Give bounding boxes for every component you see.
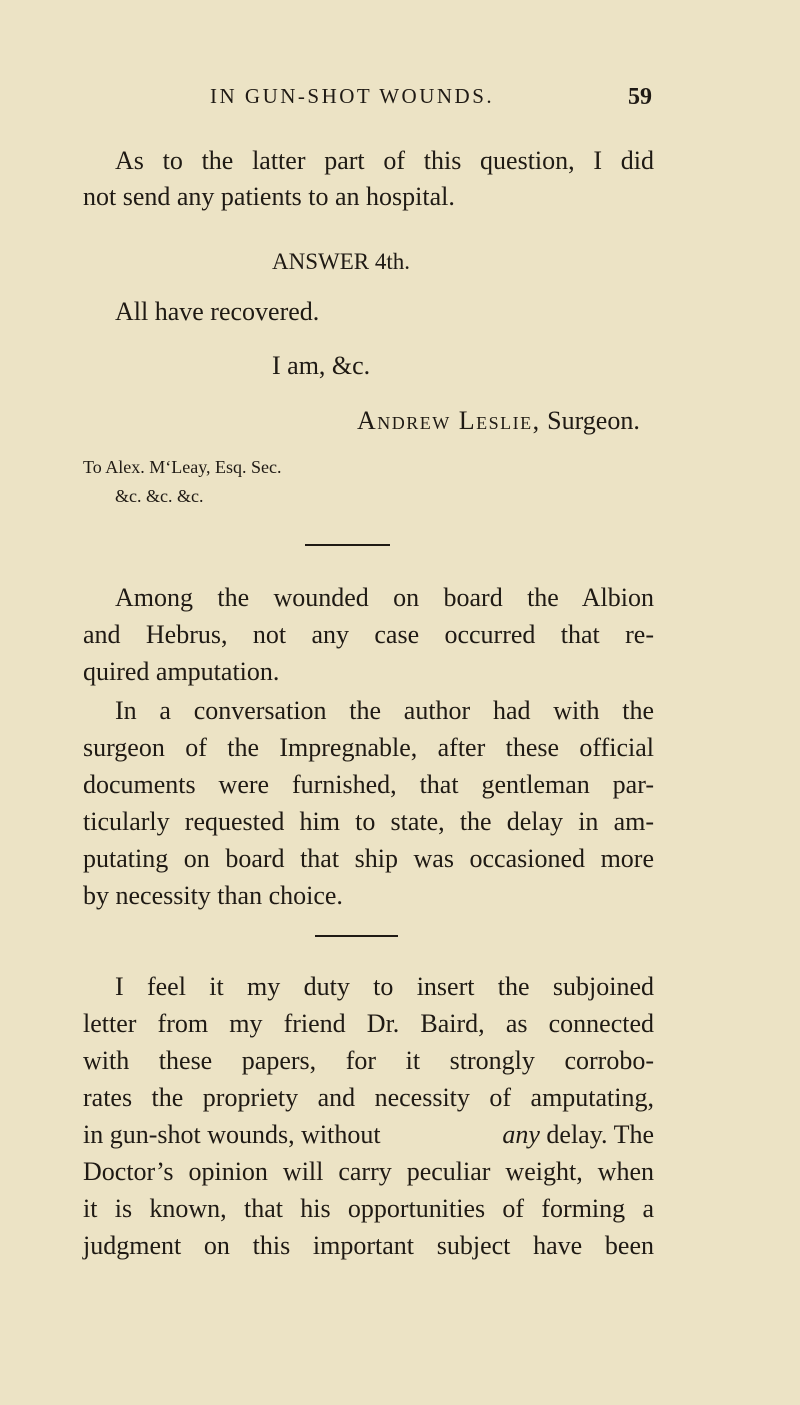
section-rule: [315, 935, 398, 937]
text-line: As to the latter part of this question, I did: [115, 146, 654, 175]
signature-name: Andrew Leslie,: [357, 406, 541, 435]
section-rule: [305, 544, 390, 546]
text-line: All have recovered.: [115, 297, 320, 326]
text-line: documents were furnished, that gentleman par-: [83, 770, 654, 799]
text-line: judgment on this important subject have been: [83, 1231, 654, 1260]
text-line: it is known, that his opportunities of forming a: [83, 1194, 654, 1223]
text-line: putating on board that ship was occasioned more: [83, 844, 654, 873]
emphasis-word: any: [502, 1120, 540, 1149]
running-head: [0, 84, 800, 114]
running-head-title: IN GUN-SHOT WOUNDS.: [210, 84, 495, 108]
text-line: ticularly requested him to state, the delay in am-: [83, 807, 654, 836]
text-line: by necessity than choice.: [83, 881, 343, 910]
text-line: letter from my friend Dr. Baird, as connected: [83, 1009, 654, 1038]
address-line: To Alex. M‘Leay, Esq. Sec.: [83, 457, 282, 477]
text-line: Doctor’s opinion will carry peculiar weight, when: [83, 1157, 654, 1186]
answer-heading: ANSWER 4th.: [272, 249, 410, 274]
text-line: rates the propriety and necessity of amputating,: [83, 1083, 654, 1112]
closing-line: I am, &c.: [272, 351, 371, 380]
text-line: not send any patients to an hospital.: [83, 182, 455, 211]
text-line: In a conversation the author had with the: [115, 696, 654, 725]
text-line: with these papers, for it strongly corrobo-: [83, 1046, 654, 1075]
text-line: quired amputation.: [83, 657, 280, 686]
text-line: Among the wounded on board the Albion: [115, 583, 654, 612]
text-line: and Hebrus, not any case occurred that re-: [83, 620, 654, 649]
text-line: surgeon of the Impregnable, after these official: [83, 733, 654, 762]
page-number: 59: [628, 84, 652, 110]
text-span: delay. The: [539, 1120, 654, 1149]
text-line-with-emphasis: [83, 1119, 654, 1151]
text-span: in gun-shot wounds, without: [83, 1120, 381, 1149]
address-line: &c. &c. &c.: [115, 486, 204, 506]
text-line: I feel it my duty to insert the subjoined: [115, 972, 654, 1001]
signature-title: Surgeon.: [547, 406, 640, 435]
signature: [357, 405, 640, 437]
